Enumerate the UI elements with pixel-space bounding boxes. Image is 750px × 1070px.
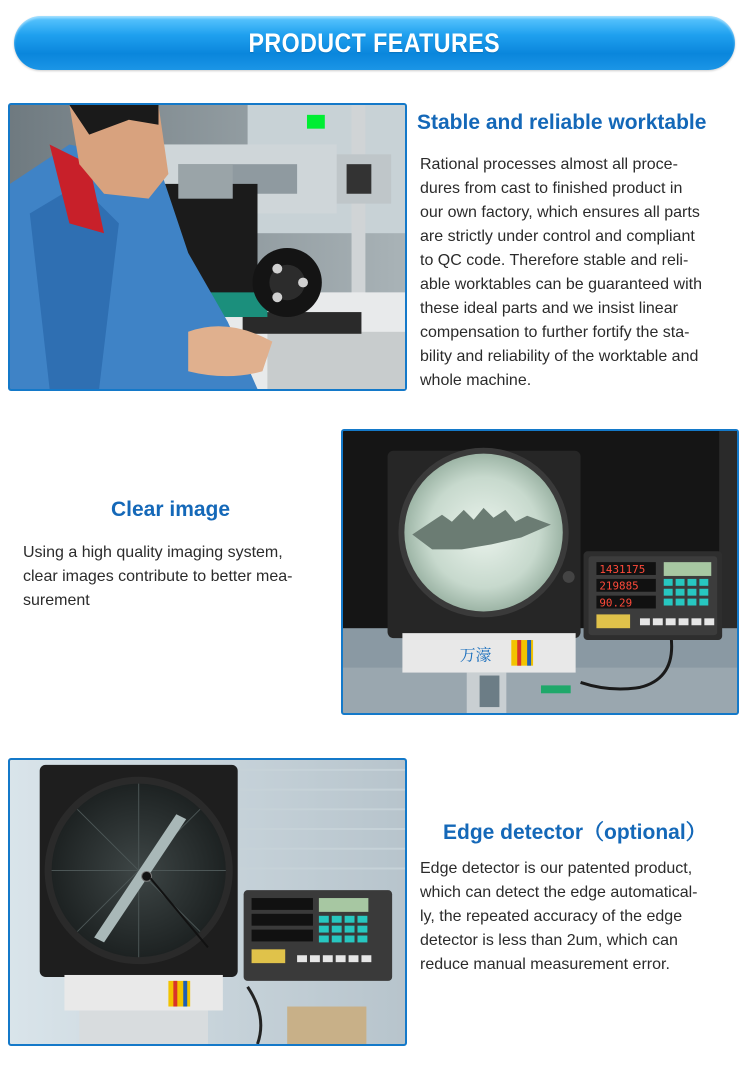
text-line: able worktables can be guaranteed with — [420, 276, 702, 293]
feature-heading-clear-image: Clear image — [111, 498, 231, 521]
text-line: dures from cast to finished product in — [420, 180, 683, 197]
text-line: Using a high quality imaging system, — [23, 544, 283, 561]
feature-heading-edge-detector: Edge detector（optional） — [443, 821, 707, 844]
projector-screen-photo — [341, 429, 739, 715]
text-line: clear images contribute to better mea- — [23, 568, 293, 585]
banner-title: PRODUCT FEATURES — [248, 27, 501, 58]
text-line: Rational processes almost all proce- — [420, 156, 678, 173]
worktable-illustration — [10, 105, 405, 389]
text-line: ly, the repeated accuracy of the edge — [420, 908, 683, 925]
projector-screen-illustration — [343, 431, 737, 713]
feature-text-clear-image — [23, 541, 333, 613]
section-banner — [14, 16, 735, 70]
text-line: our own factory, which ensures all parts — [420, 204, 700, 221]
worktable-photo — [8, 103, 407, 391]
projector-brand-text: 万濠 — [459, 645, 492, 665]
text-line: which can detect the edge automatical- — [420, 884, 698, 901]
feature-heading-worktable: Stable and reliable worktable — [417, 111, 707, 134]
readout-y: 219885 — [599, 579, 639, 593]
text-line: Edge detector is our patented product, — [420, 860, 693, 877]
text-line: surement — [23, 592, 90, 609]
text-line: detector is less than 2um, which can — [420, 932, 678, 949]
edge-detector-photo — [8, 758, 407, 1046]
text-line: reduce manual measurement error. — [420, 956, 670, 973]
feature-text-worktable — [420, 153, 740, 393]
text-line: whole machine. — [420, 372, 532, 389]
text-line: to QC code. Therefore stable and reli- — [420, 252, 689, 269]
readout-x: 1431175 — [599, 563, 646, 576]
text-line: compensation to further fortify the sta- — [420, 324, 690, 341]
text-line: bility and reliability of the worktable and — [420, 348, 699, 365]
feature-text-edge-detector — [420, 857, 740, 977]
readout-z: 90.29 — [599, 596, 633, 610]
text-line: these ideal parts and we insist linear — [420, 300, 678, 317]
edge-detector-illustration — [10, 760, 405, 1044]
text-line: are strictly under control and compliant — [420, 228, 695, 245]
